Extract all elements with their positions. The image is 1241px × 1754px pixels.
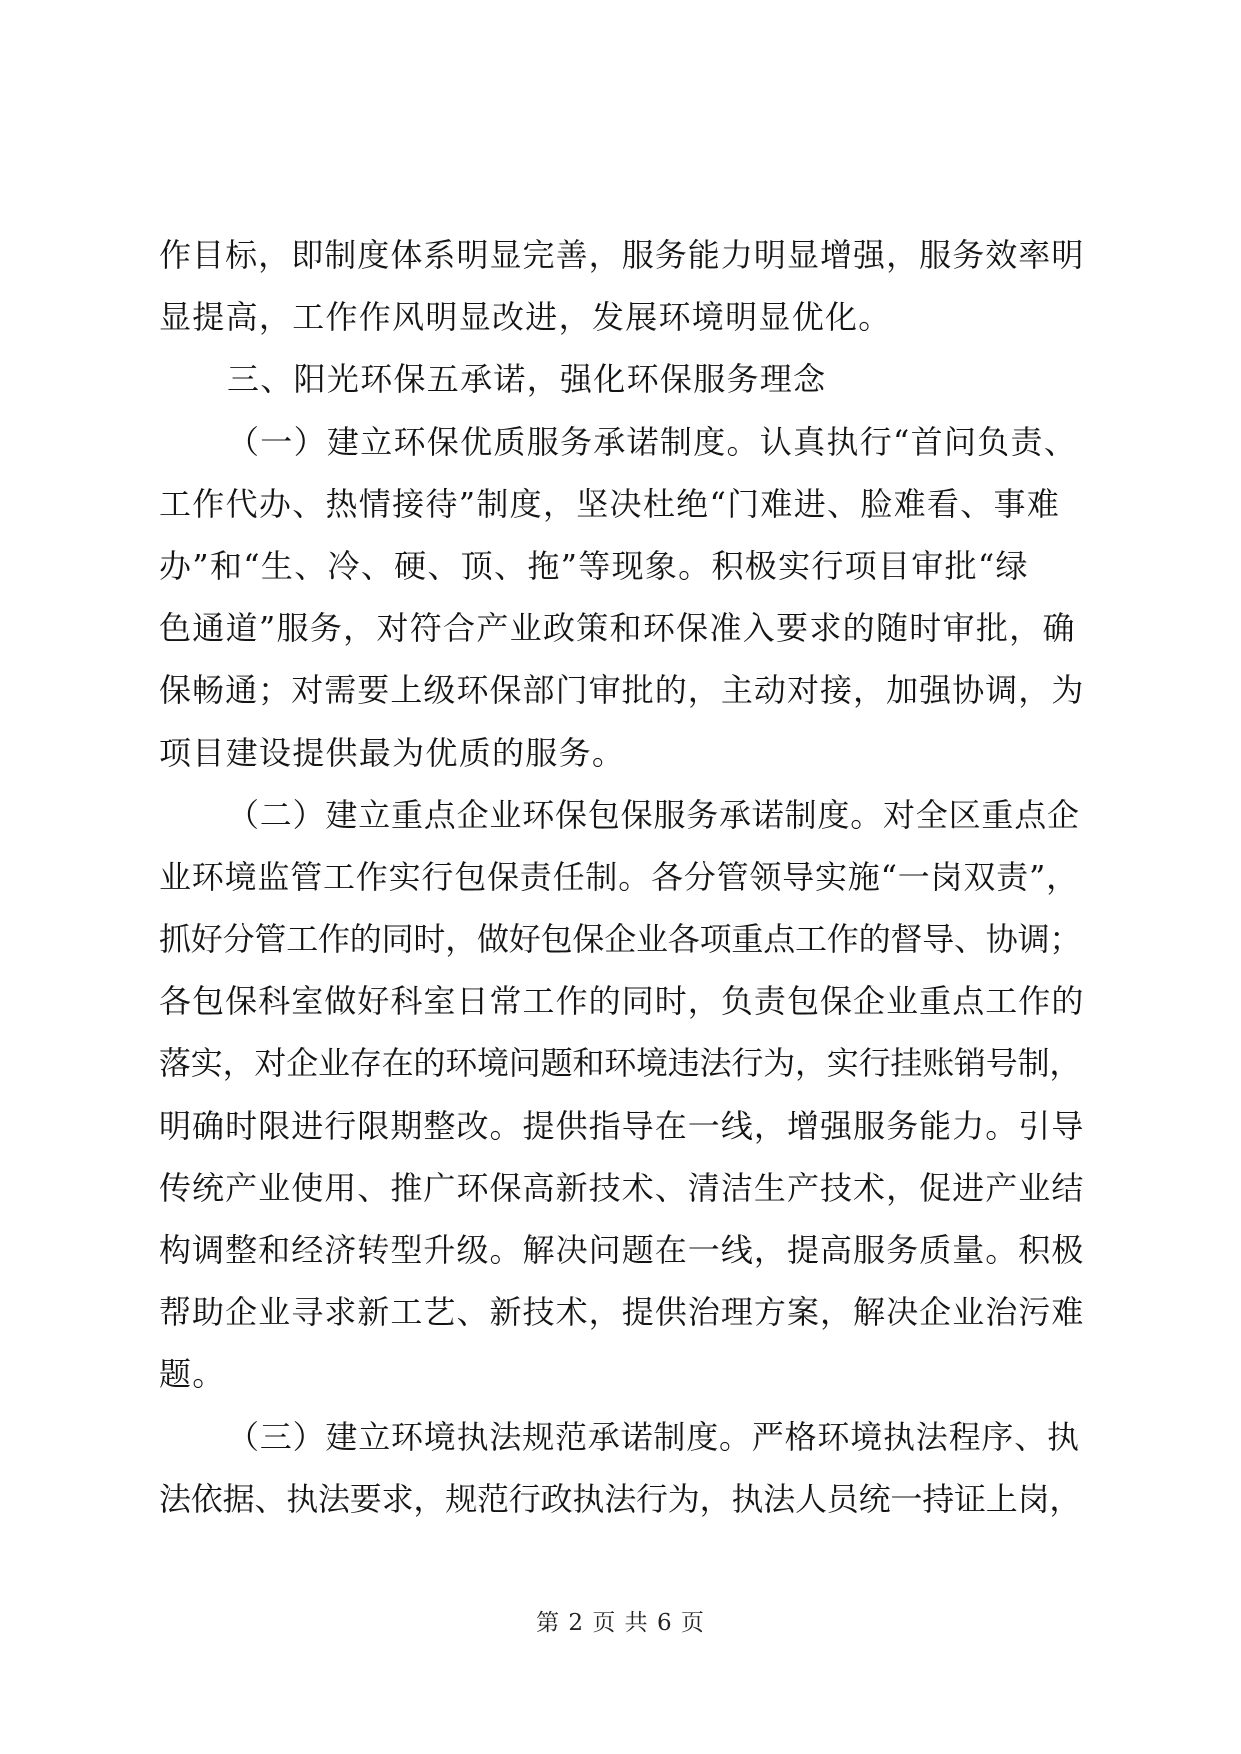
paragraph-start: （三）建立环境执法规范承诺制度。严格环境执法程序、执 xyxy=(227,1417,1080,1456)
text-line: 帮助企业寻求新工艺、新技术，提供治理方案，解决企业治污难 xyxy=(159,1293,1085,1332)
paragraph-start: （一）建立环保优质服务承诺制度。认真执行“首问负责、 xyxy=(227,422,1078,461)
text-line: 明确时限进行限期整改。提供指导在一线，增强服务能力。引导 xyxy=(159,1106,1085,1145)
text-line: 落实，对企业存在的环境问题和环境违法行为，实行挂账销号制， xyxy=(159,1044,1082,1083)
text-line: 抓好分管工作的同时，做好包保企业各项重点工作的督导、协调； xyxy=(159,920,1082,959)
text-line: 各包保科室做好科室日常工作的同时，负责包保企业重点工作的 xyxy=(159,982,1085,1021)
document-body xyxy=(159,224,1084,1530)
text-line: 项目建设提供最为优质的服务。 xyxy=(159,733,626,772)
text-line: 构调整和经济转型升级。解决问题在一线，提高服务质量。积极 xyxy=(159,1231,1085,1269)
section-heading: 三、阳光环保五承诺，强化环保服务理念 xyxy=(227,360,827,399)
text-line: 工作代办、热情接待”制度，坚决杜绝“门难进、脸难看、事难 xyxy=(159,484,1061,523)
text-line: 办”和“生、冷、硬、顶、拖”等现象。积极实行项目审批“绿 xyxy=(159,546,1029,585)
text-line: 保畅通；对需要上级环保部门审批的，主动对接，加强协调，为 xyxy=(159,671,1085,710)
text-line: 显提高，工作作风明显改进，发展环境明显优化。 xyxy=(159,298,892,337)
paragraph-start: （二）建立重点企业环保包保服务承诺制度。对全区重点企 xyxy=(227,795,1080,834)
page-footer: 第 2 页 共 6 页 xyxy=(536,1610,705,1636)
text-line: 题。 xyxy=(159,1355,226,1394)
text-line: 业环境监管工作实行包保责任制。各分管领导实施“一岗双责”， xyxy=(159,857,1079,896)
text-line: 色通道”服务，对符合产业政策和环保准入要求的随时审批，确 xyxy=(159,609,1076,648)
text-line: 传统产业使用、推广环保高新技术、清洁生产技术，促进产业结 xyxy=(159,1168,1085,1207)
text-line: 法依据、执法要求，规范行政执法行为，执法人员统一持证上岗， xyxy=(159,1479,1082,1518)
text-line: 作目标，即制度体系明显完善，服务能力明显增强，服务效率明 xyxy=(159,236,1085,274)
